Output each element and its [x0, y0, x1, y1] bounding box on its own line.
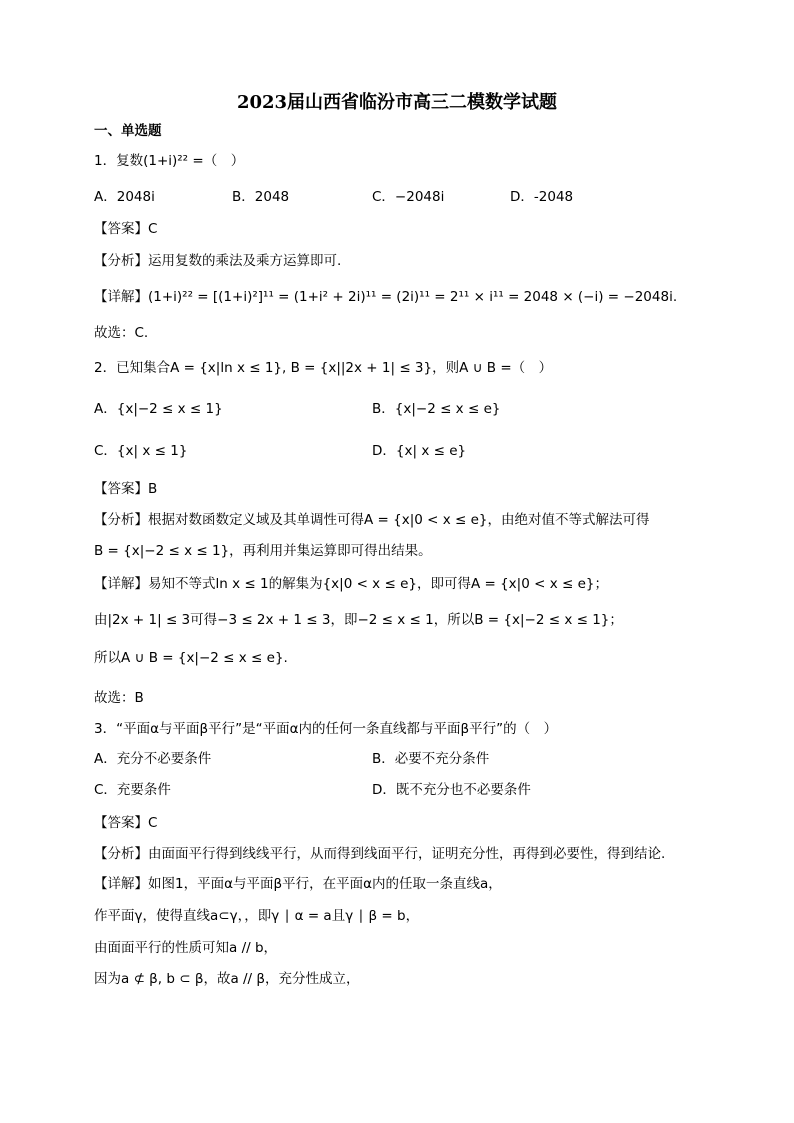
- q1-conclusion: 故选：C.: [94, 325, 149, 341]
- q3-option-c: C．充要条件: [94, 782, 171, 798]
- q3-option-b: B．必要不充分条件: [372, 751, 490, 767]
- q1-option-a: A．2048i: [94, 189, 155, 205]
- q3-detail-line2: 作平面γ，使得直线a⊂γ，，即γ ∣ α = a且γ ∣ β = b，: [94, 908, 420, 924]
- q3-stem: 3．“平面α与平面β平行”是“平面α内的任何一条直线都与平面β平行”的（ ）: [94, 721, 558, 737]
- q2-option-b: B．{x|−2 ≤ x ≤ e}: [372, 401, 501, 417]
- q2-answer: 【答案】B: [94, 481, 158, 497]
- q2-conclusion: 故选：B: [94, 690, 144, 706]
- q3-option-a: A．充分不必要条件: [94, 751, 212, 767]
- q3-detail-line3: 由面面平行的性质可知a // b，: [94, 940, 278, 956]
- q2-option-c: C．{x| x ≤ 1}: [94, 443, 188, 459]
- q2-stem: 2．已知集合A = {x|ln x ≤ 1}, B = {x||2x + 1| ≤ 3}，则A ∪ B =（ ）: [94, 360, 553, 376]
- q1-stem: 1．复数(1+i)²² =（ ）: [94, 153, 245, 169]
- q3-detail-line4: 因为a ⊄ β, b ⊂ β，故a // β，充分性成立，: [94, 971, 360, 987]
- q2-analysis-line1: 【分析】根据对数函数定义域及其单调性可得A = {x|0 < x ≤ e}，由绝对值不等式解法可得: [94, 512, 650, 528]
- q2-option-d: D．{x| x ≤ e}: [372, 443, 467, 459]
- q1-analysis: 【分析】运用复数的乘法及乘方运算即可.: [94, 253, 342, 269]
- q3-detail-line1: 【详解】如图1，平面α与平面β平行，在平面α内的任取一条直线a，: [94, 876, 502, 892]
- q2-analysis-line2: B = {x|−2 ≤ x ≤ 1}，再利用并集运算即可得出结果。: [94, 543, 432, 559]
- q2-detail-line1: 【详解】易知不等式ln x ≤ 1的解集为{x|0 < x ≤ e}，即可得A = {x|0 < x ≤ e}；: [94, 576, 608, 592]
- q3-option-d: D．既不充分也不必要条件: [372, 782, 531, 798]
- q1-detail: 【详解】(1+i)²² = [(1+i)²]¹¹ = (1+i² + 2i)¹¹ = (2i)¹¹ = 2¹¹ × i¹¹ = 2048 × (−i) = −2048i.: [94, 289, 678, 305]
- q1-option-b: B．2048: [232, 189, 290, 205]
- q2-detail-line3: 所以A ∪ B = {x|−2 ≤ x ≤ e}.: [94, 650, 288, 666]
- q1-answer: 【答案】C: [94, 221, 158, 237]
- q3-analysis: 【分析】由面面平行得到线线平行，从而得到线面平行，证明充分性，再得到必要性，得到结论.: [94, 846, 666, 862]
- q1-option-c: C．−2048i: [372, 189, 445, 205]
- q3-answer: 【答案】C: [94, 815, 158, 831]
- q2-option-a: A．{x|−2 ≤ x ≤ 1}: [94, 401, 223, 417]
- q2-detail-line2: 由|2x + 1| ≤ 3可得−3 ≤ 2x + 1 ≤ 3，即−2 ≤ x ≤ 1，所以B = {x|−2 ≤ x ≤ 1}；: [94, 612, 623, 628]
- q1-option-d: D．-2048: [510, 189, 574, 205]
- page-title: 2023届山西省临汾市高三二模数学试题: [236, 92, 558, 113]
- section-heading: 一、单选题: [94, 123, 162, 139]
